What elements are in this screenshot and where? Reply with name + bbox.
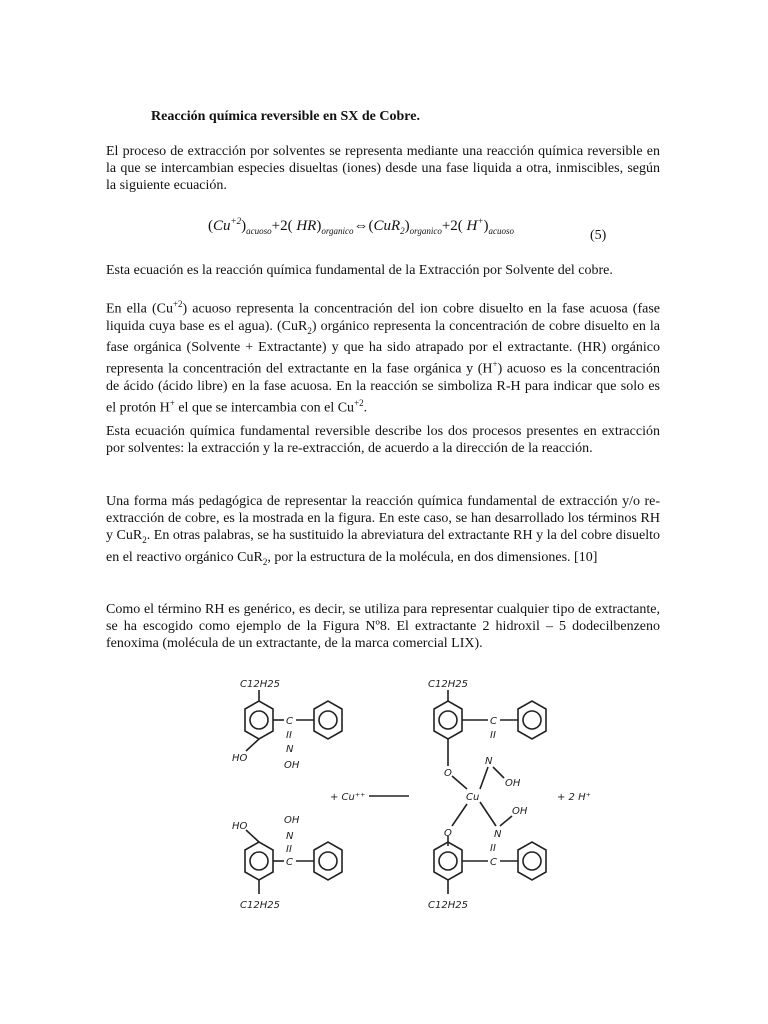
paragraph-example: Como el término RH es genérico, es decir, se utiliza para representar cualquier tipo de extractante, se ha escogido como ejemplo de la Figura Nº8. El extractante 2 hidroxil – 5 dodecilbenzeno fenoxima (molécula de un extractante, de la marca comercial LIX). (106, 602, 660, 651)
bond (480, 767, 488, 789)
oxygen-label: O (444, 828, 452, 839)
bond (246, 830, 259, 842)
paragraph-fundamental: Esta ecuación es la reacción química fundamental de la Extracción por Solvente del cobre. (106, 263, 613, 278)
benzene-ring-inner (250, 852, 268, 870)
c12h25-label: C12H25 (428, 679, 468, 690)
double-bond-mark: II (490, 843, 496, 854)
c12h25-label: C12H25 (428, 900, 468, 911)
bond (480, 802, 496, 826)
nitrogen-label: N (286, 744, 294, 755)
reaction-equation (106, 213, 660, 247)
paragraph-intro: El proceso de extracción por solventes se representa mediante una reacción química reversible en la que se intercambian especies disueltas (iones) desde una fase liquida a otra, inmiscibles, según la siguiente ecuación. (106, 144, 660, 193)
double-bond-mark: II (490, 730, 496, 741)
bond (246, 739, 259, 751)
benzene-ring-inner (319, 852, 337, 870)
oxygen-label: O (444, 768, 452, 779)
bond (452, 804, 467, 826)
nitrogen-label: N (485, 756, 493, 767)
bond (493, 767, 504, 778)
hydroxyl-label: OH (505, 778, 521, 789)
benzene-ring-inner (250, 711, 268, 729)
benzene-ring-inner (439, 711, 457, 729)
benzene-ring-inner (439, 852, 457, 870)
nitrogen-label: N (494, 829, 502, 840)
hydroxyl-label: OH (512, 806, 528, 817)
c12h25-label: C12H25 (240, 679, 280, 690)
c12h25-label: C12H25 (240, 900, 280, 911)
bond (452, 776, 467, 789)
carbon-label: C (490, 716, 497, 727)
double-bond-mark: II (286, 844, 292, 855)
hydroxyl-label: HO (232, 821, 248, 832)
bond (500, 816, 512, 826)
copper-ion-label: + Cu⁺⁺ (330, 792, 366, 803)
carbon-label: C (286, 857, 293, 868)
paragraph-pedagogic: Una forma más pedagógica de representar la reacción química fundamental de extracción y/o re-extracción de cobre, es la mostrada en la figura. En este caso, se han desarrollado los términos RH y CuR$_2$. En otras palabras, se ha sustituido la abreviatura del extractante RH y la del cobre disuelto en el reactivo orgánico CuR$_2$, por la estructura de la molécula, en dos dimensiones. [10] (106, 494, 660, 567)
benzene-ring-inner (319, 711, 337, 729)
proton-label: + 2 H⁺ (557, 792, 591, 803)
benzene-ring-inner (523, 711, 541, 729)
nitrogen-label: N (286, 831, 294, 842)
double-bond-mark: II (286, 730, 292, 741)
equation-formula: $(Cu^{+2})_{acuoso}+2$( $HR)_{organico}\Leftrightarrow(CuR_2)_{organico}+2$( $H^+)_{acuoso}$ (208, 216, 514, 236)
paragraph-processes: Esta ecuación química fundamental reversible describe los dos procesos presentes en extracción por solventes: la extracción y la re-extracción, de acuerdo a la dirección de la reacción. (106, 424, 660, 456)
molecule-figure (222, 676, 632, 926)
molecule-diagram (222, 676, 632, 926)
hydroxyl-label: OH (284, 815, 300, 826)
equation-number: (5) (590, 228, 607, 243)
benzene-ring-inner (523, 852, 541, 870)
paragraph-explanation: En ella $(Cu^{+2})$ acuoso representa la concentración del ion cobre disuelto en la fase acuosa (fase liquida cuya base es el agua). (CuR$_2$) orgánico representa la concentración de cobre disuelto en la fase orgánica (Solvente + Extractante) y que ha sido atrapado por el extractante. (HR) orgánico representa la concentración del extractante en la fase orgánica y (H+) acuoso es la concentración de ácido (ácido libre) en la fase acuosa. En la reacción se simboliza R-H para indicar que solo es el protón H+ el que se intercambia con el $Cu^{+2}$. (106, 299, 660, 416)
section-title: Reacción química reversible en SX de Cobre. (151, 109, 420, 124)
hydroxyl-label: OH (284, 760, 300, 771)
carbon-label: C (490, 857, 497, 868)
carbon-label: C (286, 716, 293, 727)
hydroxyl-label: HO (232, 753, 248, 764)
copper-label: Cu (466, 792, 480, 803)
